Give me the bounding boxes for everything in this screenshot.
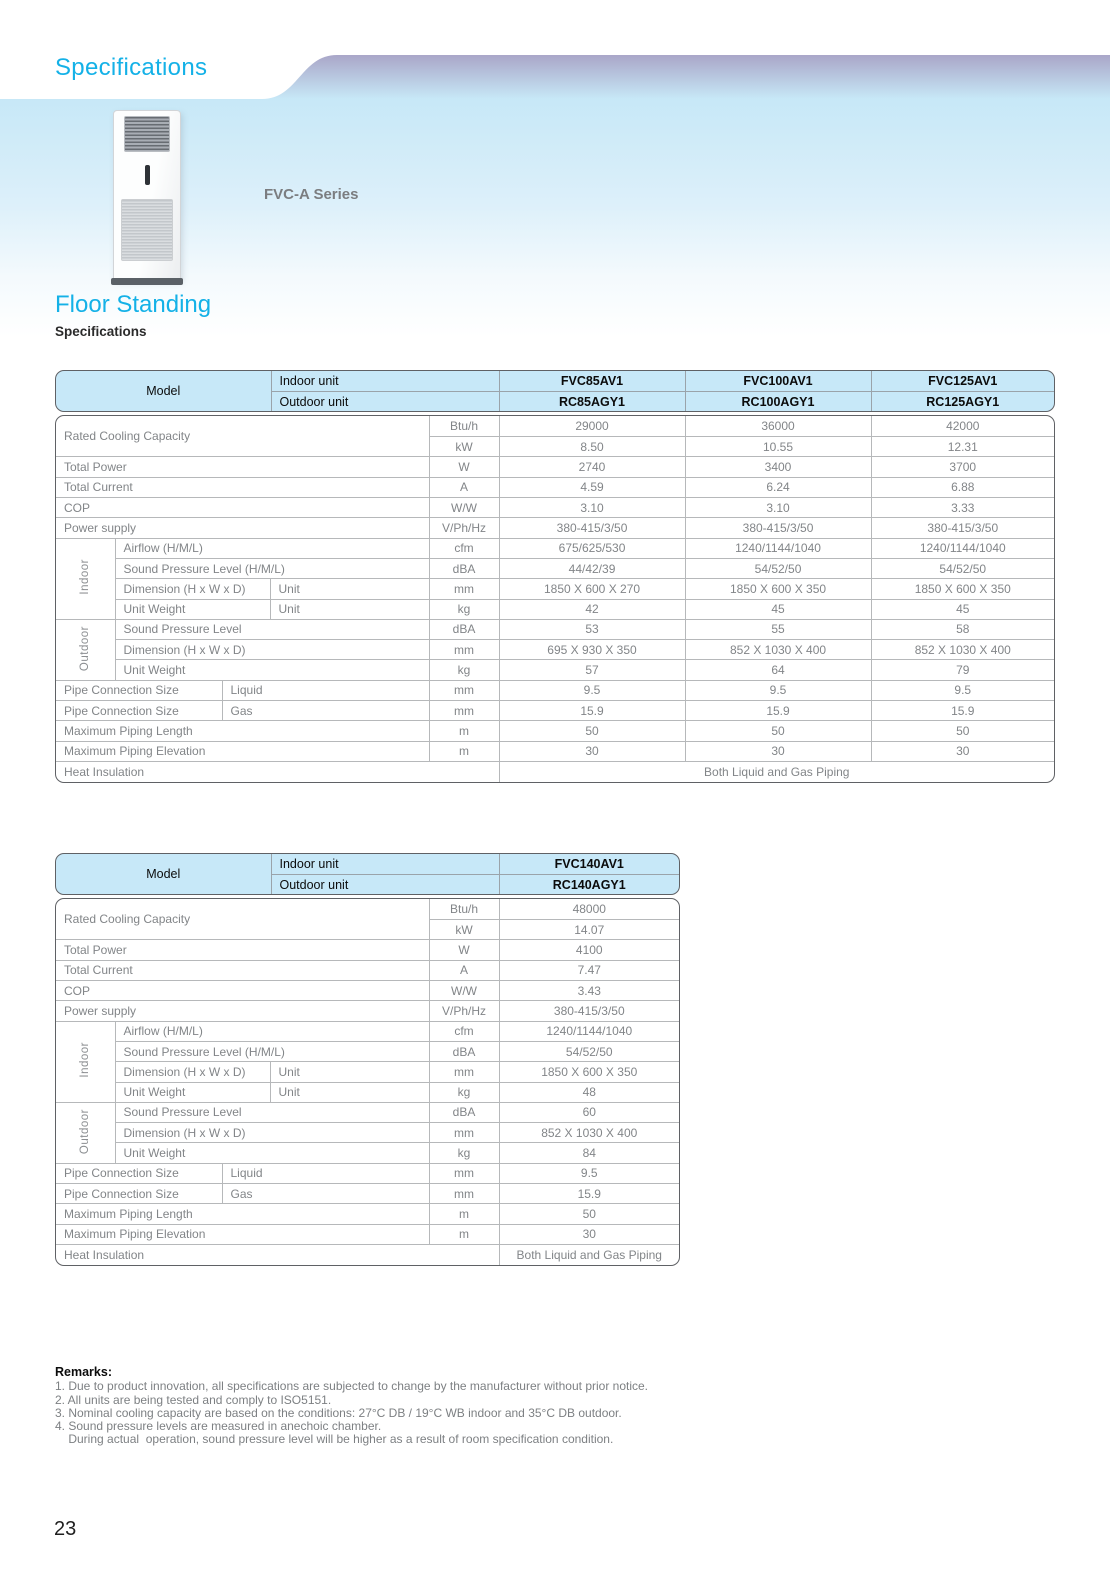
row-label: Airflow (H/M/L) [115, 538, 429, 558]
cell-value: 54/52/50 [499, 1041, 679, 1061]
cell-value: 10.55 [685, 437, 871, 457]
table-row [56, 518, 1054, 538]
row-unit: V/Ph/Hz [429, 1001, 499, 1021]
cell-value: 15.9 [685, 701, 871, 721]
outdoor-unit-header-label: Outdoor unit [271, 391, 499, 411]
row-label: Dimension (H x W x D) [115, 640, 429, 660]
cell-value: 6.24 [685, 477, 871, 497]
series-label: FVC-A Series [264, 186, 359, 203]
indoor-unit-header-label: Indoor unit [271, 371, 499, 391]
row-label: COP [56, 498, 429, 518]
table-row [56, 640, 1054, 660]
cell-value: 15.9 [499, 701, 685, 721]
row-unit: dBA [429, 619, 499, 639]
row-unit: mm [429, 1062, 499, 1082]
cell-value: 15.9 [871, 701, 1054, 721]
row-unit: m [429, 1204, 499, 1224]
row-unit: kg [429, 1082, 499, 1102]
row-label: COP [56, 981, 429, 1001]
cell-value: 30 [499, 1224, 679, 1244]
cell-value: 380-415/3/50 [871, 518, 1054, 538]
cell-value: 3700 [871, 457, 1054, 477]
section-subtitle: Specifications [55, 324, 147, 339]
cell-value: 54/52/50 [685, 558, 871, 578]
table-row [56, 899, 679, 919]
row-label: Total Current [56, 960, 429, 980]
indoor-model-name: FVC100AV1 [685, 371, 871, 391]
indoor-model-name: FVC125AV1 [871, 371, 1054, 391]
cell-value: 2740 [499, 457, 685, 477]
remarks-section [55, 1366, 755, 1447]
cell-value: 9.5 [871, 680, 1054, 700]
table1-body [55, 415, 1055, 782]
remark-line: During actual operation, sound pressure level will be higher as a result of room specification condition. [55, 1432, 614, 1447]
row-unit: Btu/h [429, 899, 499, 919]
row-sublabel: Unit [270, 1062, 429, 1082]
cell-value: 9.5 [499, 680, 685, 700]
row-label: Unit Weight [115, 1143, 429, 1163]
indoor-model-name: FVC85AV1 [499, 371, 685, 391]
row-label: Dimension (H x W x D) [115, 1062, 270, 1082]
spec-table-2 [55, 853, 680, 1266]
row-sublabel: Unit [270, 599, 429, 619]
table-row [56, 416, 1054, 436]
outdoor-model-name: RC140AGY1 [499, 874, 679, 894]
table-row [56, 680, 1054, 700]
indoor-group-label: Indoor [56, 538, 115, 619]
cell-value: 1850 X 600 X 350 [871, 579, 1054, 599]
row-unit: W [429, 457, 499, 477]
table-row [56, 1001, 679, 1021]
row-label: Sound Pressure Level (H/M/L) [115, 1041, 429, 1061]
cell-value: 50 [499, 1204, 679, 1224]
indoor-group-label: Indoor [56, 1021, 115, 1102]
row-label: Maximum Piping Elevation [56, 741, 429, 761]
model-header-label: Model [56, 854, 271, 894]
row-unit: dBA [429, 558, 499, 578]
cell-value: 45 [685, 599, 871, 619]
row-label: Unit Weight [115, 1082, 270, 1102]
row-unit: mm [429, 1163, 499, 1183]
unit-bottom-grille [121, 199, 173, 261]
cell-value: 1240/1144/1040 [685, 538, 871, 558]
row-label: Total Power [56, 457, 429, 477]
outdoor-unit-header-label: Outdoor unit [271, 874, 499, 894]
row-label: Heat Insulation [56, 761, 499, 781]
cell-value: 3.10 [499, 498, 685, 518]
row-sublabel: Liquid [222, 1163, 429, 1183]
spec-table-1 [55, 370, 1055, 783]
row-label: Heat Insulation [56, 1244, 499, 1264]
cell-value: 852 X 1030 X 400 [685, 640, 871, 660]
table-row [56, 1102, 679, 1122]
cell-value: 7.47 [499, 960, 679, 980]
cell-value: 3.10 [685, 498, 871, 518]
row-label: Pipe Connection Size [56, 1163, 222, 1183]
table-row [56, 1123, 679, 1143]
row-unit: cfm [429, 1021, 499, 1041]
cell-value: 12.31 [871, 437, 1054, 457]
row-label: Sound Pressure Level [115, 619, 429, 639]
row-unit: A [429, 960, 499, 980]
cell-value: 675/625/530 [499, 538, 685, 558]
row-sublabel: Unit [270, 579, 429, 599]
indoor-model-name: FVC140AV1 [499, 854, 679, 874]
row-unit: mm [429, 640, 499, 660]
table-row [56, 579, 1054, 599]
cell-value: 50 [871, 721, 1054, 741]
row-label: Pipe Connection Size [56, 1184, 222, 1204]
row-unit: dBA [429, 1041, 499, 1061]
table-row [56, 1021, 679, 1041]
row-unit: kg [429, 1143, 499, 1163]
cell-value: 1850 X 600 X 350 [685, 579, 871, 599]
row-unit: A [429, 477, 499, 497]
row-label: Total Power [56, 940, 429, 960]
table-row [56, 761, 1054, 781]
table-row [56, 1041, 679, 1061]
row-unit: kW [429, 437, 499, 457]
row-unit: m [429, 1224, 499, 1244]
cell-value: 380-415/3/50 [499, 1001, 679, 1021]
cell-value: 50 [685, 721, 871, 741]
table2-body [55, 898, 680, 1265]
row-label: Pipe Connection Size [56, 701, 222, 721]
table-row [56, 741, 1054, 761]
floor-standing-unit-image [113, 110, 181, 280]
row-unit: kg [429, 660, 499, 680]
cell-value: 48 [499, 1082, 679, 1102]
row-sublabel: Unit [270, 1082, 429, 1102]
cell-value: 3.33 [871, 498, 1054, 518]
row-unit: kW [429, 920, 499, 940]
indoor-unit-header-label: Indoor unit [271, 854, 499, 874]
row-unit: V/Ph/Hz [429, 518, 499, 538]
remark-line: 1. Due to product innovation, all specifications are subjected to change by the manufacturer without prior notice. [55, 1379, 649, 1394]
cell-value: 1240/1144/1040 [499, 1021, 679, 1041]
cell-value: 44/42/39 [499, 558, 685, 578]
cell-value: 79 [871, 660, 1054, 680]
cell-value: 1240/1144/1040 [871, 538, 1054, 558]
row-label: Maximum Piping Length [56, 1204, 429, 1224]
remark-line: 3. Nominal cooling capacity are based on the conditions: 27°C DB / 19°C WB indoor and 35°C DB outdoor. [55, 1405, 622, 1420]
remarks-title: Remarks: [55, 1365, 112, 1379]
unit-display-slot [145, 165, 150, 185]
cell-value: 64 [685, 660, 871, 680]
row-label: Unit Weight [115, 660, 429, 680]
cell-value: 54/52/50 [871, 558, 1054, 578]
model-header-label: Model [56, 371, 271, 411]
table-row [56, 721, 1054, 741]
table-row [56, 1204, 679, 1224]
cell-value: 48000 [499, 899, 679, 919]
table-row [56, 619, 1054, 639]
table1-header [55, 370, 1055, 412]
cell-value: 3.43 [499, 981, 679, 1001]
table-row [56, 1244, 679, 1264]
row-label: Maximum Piping Elevation [56, 1224, 429, 1244]
table-row [56, 1163, 679, 1183]
table-row [56, 660, 1054, 680]
row-label: Pipe Connection Size [56, 680, 222, 700]
outdoor-model-name: RC85AGY1 [499, 391, 685, 411]
cell-value: 4100 [499, 940, 679, 960]
row-unit: m [429, 721, 499, 741]
table-row [56, 940, 679, 960]
table-row [56, 538, 1054, 558]
row-unit: Btu/h [429, 416, 499, 436]
row-unit: mm [429, 1184, 499, 1204]
row-label: Dimension (H x W x D) [115, 1123, 429, 1143]
table-row [56, 1224, 679, 1244]
table-row [56, 1143, 679, 1163]
row-label: Maximum Piping Length [56, 721, 429, 741]
cell-value: 30 [499, 741, 685, 761]
row-unit: mm [429, 680, 499, 700]
table-row [56, 477, 1054, 497]
table-row [56, 457, 1054, 477]
row-unit: kg [429, 599, 499, 619]
cell-value: 8.50 [499, 437, 685, 457]
cell-value: 55 [685, 619, 871, 639]
table2-header [55, 853, 680, 895]
page-title: Specifications [55, 54, 208, 81]
cell-value: 60 [499, 1102, 679, 1122]
cell-value: 1850 X 600 X 350 [499, 1062, 679, 1082]
section-title: Floor Standing [55, 291, 212, 318]
cell-value: Both Liquid and Gas Piping [499, 1244, 679, 1264]
table-row [56, 701, 1054, 721]
cell-value: 9.5 [499, 1163, 679, 1183]
cell-value: 14.07 [499, 920, 679, 940]
row-unit: mm [429, 1123, 499, 1143]
cell-value: 58 [871, 619, 1054, 639]
row-unit: dBA [429, 1102, 499, 1122]
row-label: Airflow (H/M/L) [115, 1021, 429, 1041]
row-label: Dimension (H x W x D) [115, 579, 270, 599]
cell-value: 15.9 [499, 1184, 679, 1204]
page-number: 23 [54, 1518, 77, 1540]
row-label: Unit Weight [115, 599, 270, 619]
cell-value: 45 [871, 599, 1054, 619]
remark-line: 4. Sound pressure levels are measured in anechoic chamber. [55, 1419, 382, 1434]
table-row [56, 960, 679, 980]
remark-line: 2. All units are being tested and comply to ISO5151. [55, 1392, 332, 1407]
row-unit: W/W [429, 981, 499, 1001]
cell-value: 380-415/3/50 [685, 518, 871, 538]
outdoor-group-label: Outdoor [56, 1102, 115, 1163]
row-label: Power supply [56, 518, 429, 538]
cell-value: 57 [499, 660, 685, 680]
cell-value: 30 [871, 741, 1054, 761]
cell-value: 3400 [685, 457, 871, 477]
row-unit: cfm [429, 538, 499, 558]
row-sublabel: Gas [222, 1184, 429, 1204]
row-label: Sound Pressure Level (H/M/L) [115, 558, 429, 578]
row-unit: W/W [429, 498, 499, 518]
row-unit: W [429, 940, 499, 960]
row-label: Total Current [56, 477, 429, 497]
table-row [56, 1184, 679, 1204]
row-label: Sound Pressure Level [115, 1102, 429, 1122]
cell-value: 53 [499, 619, 685, 639]
cell-value: 852 X 1030 X 400 [499, 1123, 679, 1143]
table-row [56, 1062, 679, 1082]
row-label: Rated Cooling Capacity [56, 416, 429, 457]
cell-value: 42000 [871, 416, 1054, 436]
cell-value: 50 [499, 721, 685, 741]
outdoor-model-name: RC125AGY1 [871, 391, 1054, 411]
table-row [56, 599, 1054, 619]
outdoor-group-label: Outdoor [56, 619, 115, 680]
cell-value: Both Liquid and Gas Piping [499, 761, 1054, 781]
row-sublabel: Gas [222, 701, 429, 721]
table-row [56, 498, 1054, 518]
cell-value: 84 [499, 1143, 679, 1163]
cell-value: 42 [499, 599, 685, 619]
cell-value: 1850 X 600 X 270 [499, 579, 685, 599]
cell-value: 9.5 [685, 680, 871, 700]
cell-value: 695 X 930 X 350 [499, 640, 685, 660]
cell-value: 6.88 [871, 477, 1054, 497]
cell-value: 380-415/3/50 [499, 518, 685, 538]
cell-value: 852 X 1030 X 400 [871, 640, 1054, 660]
unit-top-grille [124, 116, 170, 152]
table-row [56, 1082, 679, 1102]
cell-value: 29000 [499, 416, 685, 436]
row-label: Power supply [56, 1001, 429, 1021]
row-unit: mm [429, 701, 499, 721]
cell-value: 36000 [685, 416, 871, 436]
table-row [56, 981, 679, 1001]
table-row [56, 558, 1054, 578]
cell-value: 4.59 [499, 477, 685, 497]
row-unit: m [429, 741, 499, 761]
outdoor-model-name: RC100AGY1 [685, 391, 871, 411]
row-sublabel: Liquid [222, 680, 429, 700]
unit-base [111, 278, 183, 285]
row-label: Rated Cooling Capacity [56, 899, 429, 940]
cell-value: 30 [685, 741, 871, 761]
row-unit: mm [429, 579, 499, 599]
